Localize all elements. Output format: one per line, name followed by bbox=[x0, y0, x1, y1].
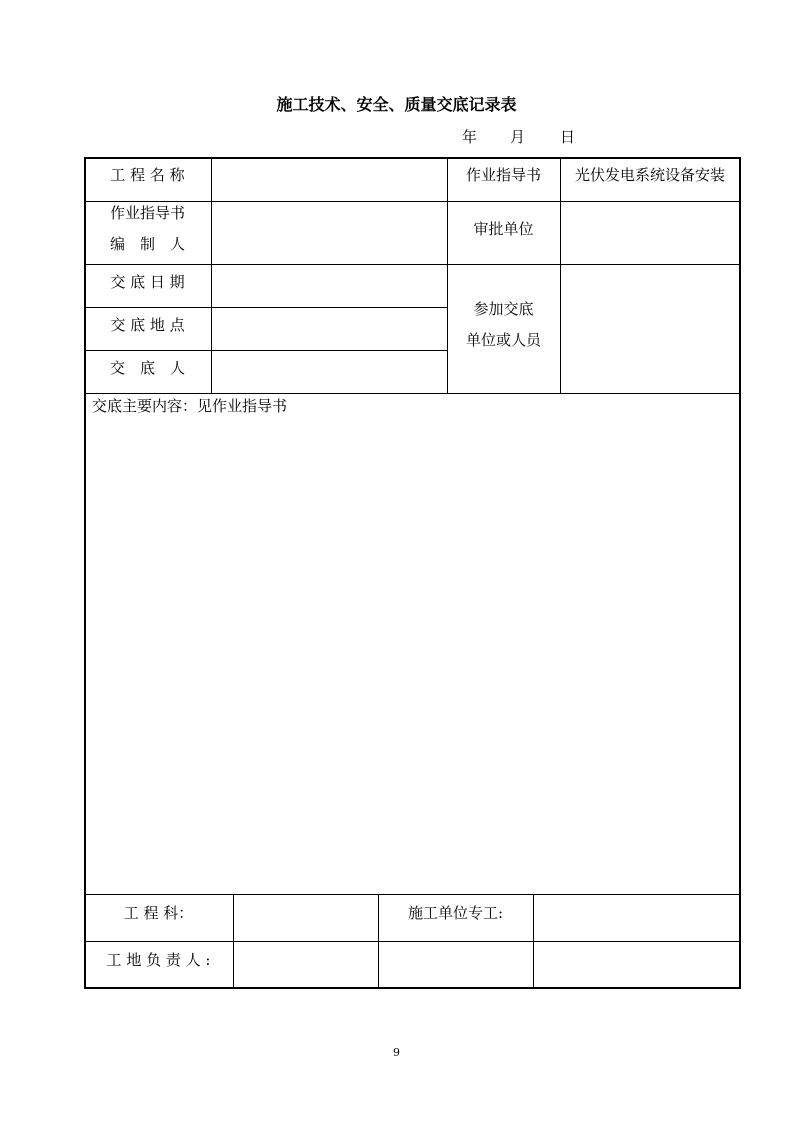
approval-unit-label: 审批单位 bbox=[473, 220, 534, 238]
location-label: 交 底 地 点 bbox=[110, 316, 185, 334]
row-divider bbox=[84, 393, 740, 394]
page-number: 9 bbox=[393, 1046, 400, 1059]
row-divider bbox=[84, 941, 740, 942]
row-divider bbox=[84, 264, 740, 265]
engineering-dept-label: 工 程 科： bbox=[123, 904, 194, 922]
person-label: 交 底 人 bbox=[109, 359, 185, 377]
project-name-label: 工 程 名 称 bbox=[110, 166, 185, 184]
date-month: 月 bbox=[510, 128, 526, 146]
site-manager-label: 工 地 负 责 人 : bbox=[106, 951, 211, 969]
guide-label: 作业指导书 bbox=[465, 166, 541, 184]
date-day: 日 bbox=[560, 128, 576, 146]
row-divider bbox=[84, 350, 447, 351]
participants-label: 参加交底 bbox=[473, 300, 534, 318]
date-label: 交 底 日 期 bbox=[110, 273, 185, 291]
guide-author-label: 编 制 人 bbox=[109, 235, 185, 253]
col-divider bbox=[533, 894, 534, 988]
row-divider bbox=[84, 894, 740, 895]
col-divider bbox=[447, 157, 448, 393]
main-content: 交底主要内容：见作业指导书 bbox=[92, 397, 288, 415]
guide-value: 光伏发电系统设备安装 bbox=[574, 166, 725, 184]
document-title: 施工技术、安全、质量交底记录表 bbox=[276, 95, 517, 114]
construction-engineer-label: 施工单位专工: bbox=[407, 904, 504, 922]
guide-author-label: 作业指导书 bbox=[109, 204, 185, 222]
participants-label: 单位或人员 bbox=[465, 331, 541, 349]
row-divider bbox=[84, 307, 447, 308]
col-divider bbox=[233, 894, 234, 988]
col-divider bbox=[211, 157, 212, 393]
col-divider bbox=[560, 157, 561, 393]
date-year: 年 bbox=[462, 128, 478, 146]
row-divider bbox=[84, 201, 740, 202]
